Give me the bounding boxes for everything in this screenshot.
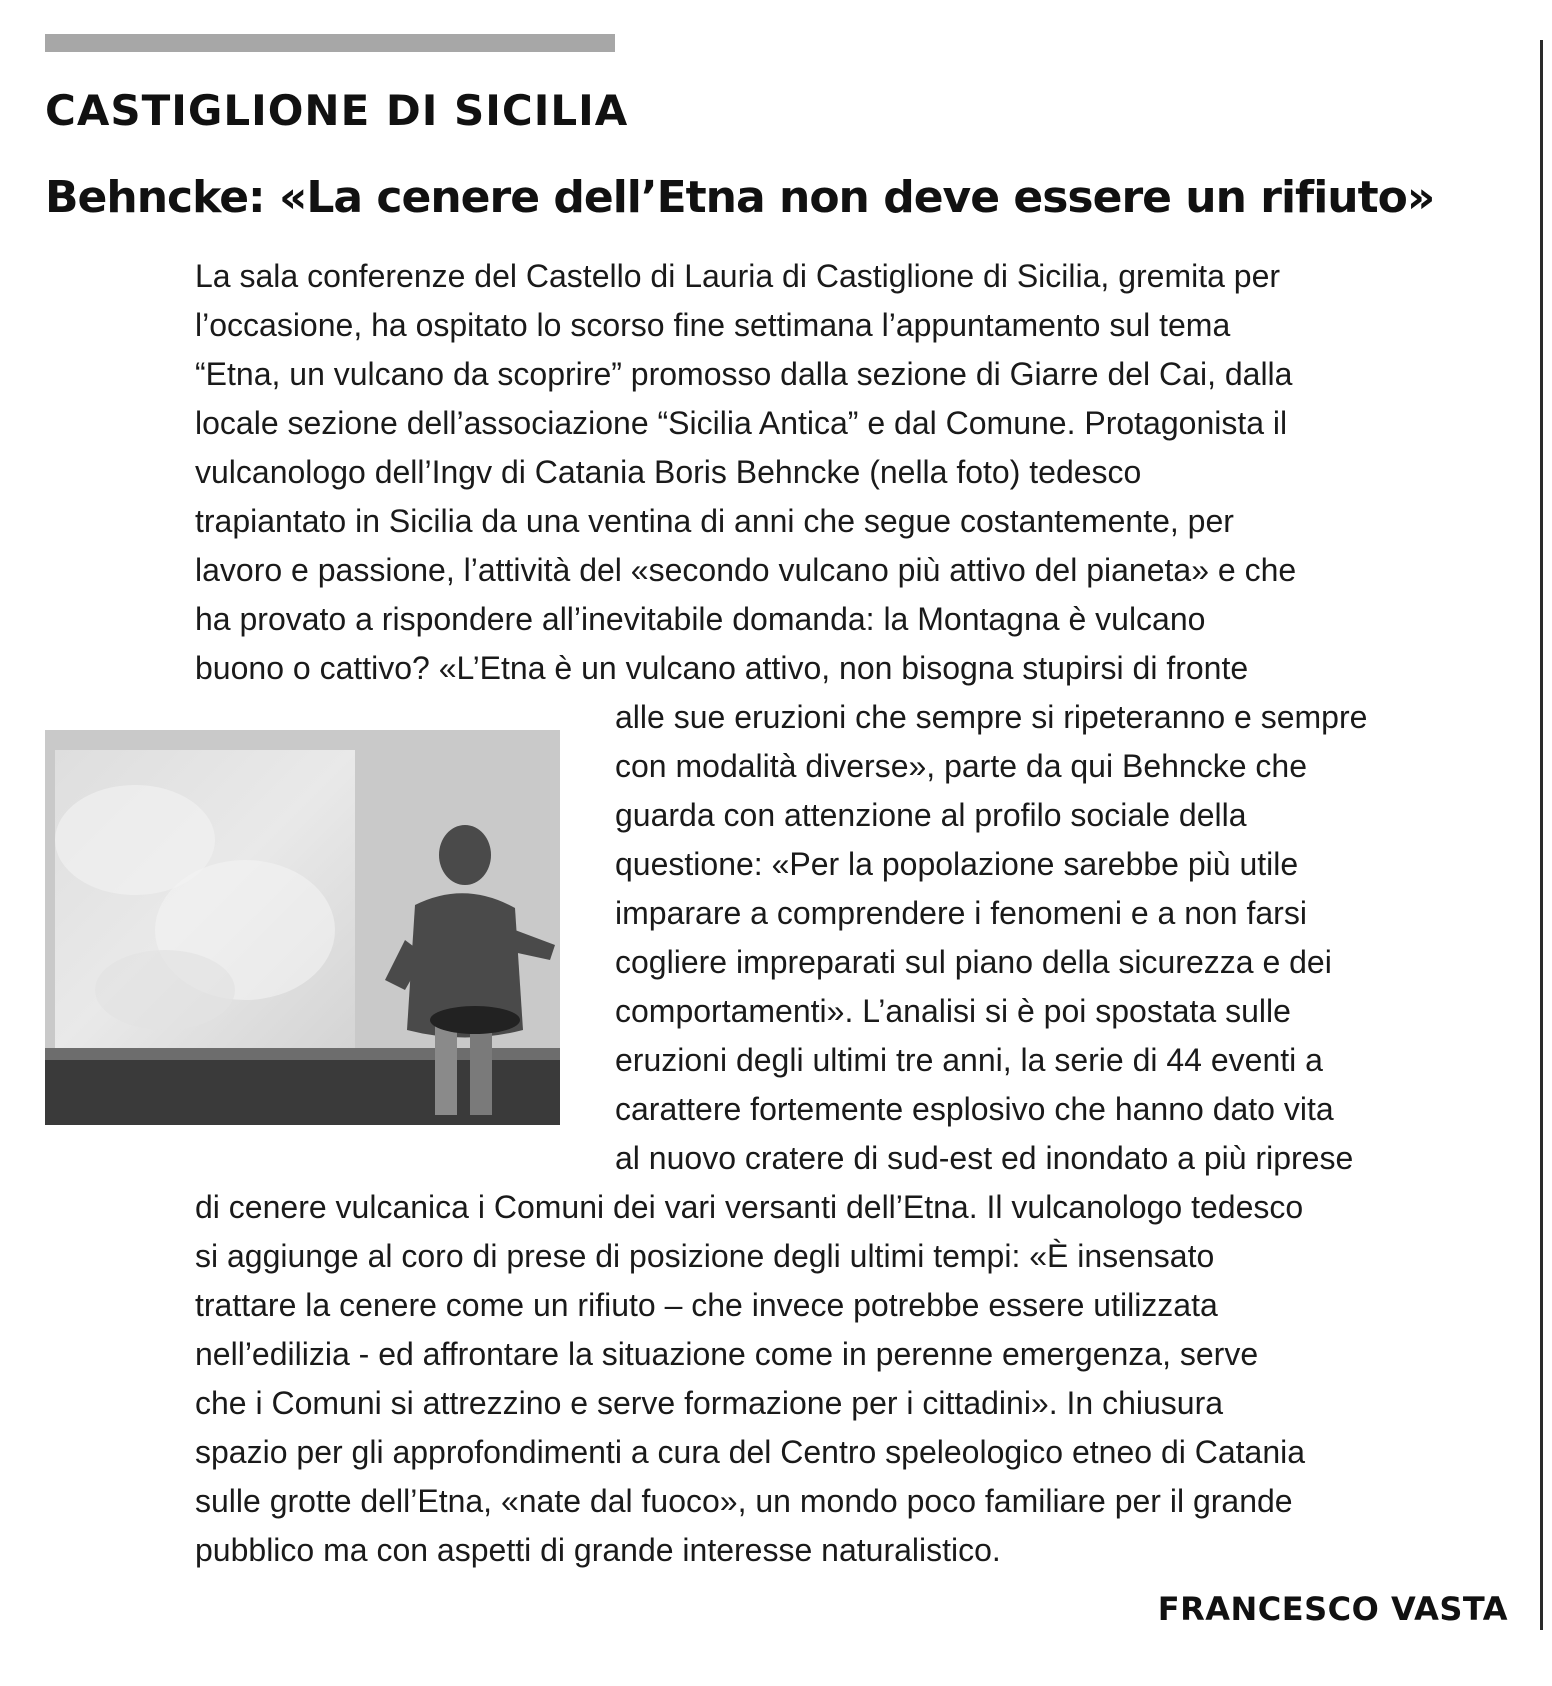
body-line: “Etna, un vulcano da scoprire” promosso dalla sezione di Giarre del Cai, dalla (195, 356, 1293, 392)
column-rule (1540, 40, 1543, 1630)
body-line: l’occasione, ha ospitato lo scorso fine settimana l’appuntamento sul tema (195, 307, 1231, 343)
body-line: pubblico ma con aspetti di grande interesse naturalistico. (195, 1532, 1001, 1568)
body-line: con modalità diverse», parte da qui Behncke che (615, 748, 1307, 784)
section-bar (45, 34, 615, 52)
body-line: questione: «Per la popolazione sarebbe più utile (615, 846, 1299, 882)
body-line: alle sue eruzioni che sempre si ripeteranno e sempre (615, 699, 1368, 735)
body-line: trattare la cenere come un rifiuto – che invece potrebbe essere utilizzata (195, 1287, 1218, 1323)
author-byline: FRANCESCO VASTA (1157, 1590, 1508, 1628)
body-line: si aggiunge al coro di prese di posizione degli ultimi tempi: «È insensato (195, 1238, 1215, 1274)
body-line: La sala conferenze del Castello di Lauria di Castiglione di Sicilia, gremita per (195, 258, 1281, 294)
body-line: di cenere vulcanica i Comuni dei vari versanti dell’Etna. Il vulcanologo tedesco (195, 1189, 1304, 1225)
body-line: comportamenti». L’analisi si è poi spostata sulle (615, 993, 1291, 1029)
body-line: cogliere impreparati sul piano della sicurezza e dei (615, 944, 1332, 980)
body-line: trapiantato in Sicilia da una ventina di anni che segue costantemente, per (195, 503, 1234, 539)
body-line: spazio per gli approfondimenti a cura del Centro speleologico etneo di Catania (195, 1434, 1306, 1470)
body-line: al nuovo cratere di sud-est ed inondato a più riprese (615, 1140, 1354, 1176)
body-line: guarda con attenzione al profilo sociale della (615, 797, 1247, 833)
body-line: lavoro e passione, l’attività del «secondo vulcano più attivo del pianeta» e che (195, 552, 1297, 588)
body-line: sulle grotte dell’Etna, «nate dal fuoco», un mondo poco familiare per il grande (195, 1483, 1293, 1519)
body-line: vulcanologo dell’Ingv di Catania Boris Behncke (nella foto) tedesco (195, 454, 1142, 490)
kicker-location: CASTIGLIONE DI SICILIA (45, 86, 629, 135)
body-line: nell’edilizia - ed affrontare la situazione come in perenne emergenza, serve (195, 1336, 1259, 1372)
body-line: che i Comuni si attrezzino e serve formazione per i cittadini». In chiusura (195, 1385, 1224, 1421)
article-body (195, 252, 1505, 1575)
body-line: locale sezione dell’associazione “Sicilia Antica” e dal Comune. Protagonista il (195, 405, 1288, 441)
article-headline: Behncke: «La cenere dell’Etna non deve essere un rifiuto» (45, 172, 1435, 223)
body-line: ha provato a rispondere all’inevitabile domanda: la Montagna è vulcano (195, 601, 1206, 637)
body-line: eruzioni degli ultimi tre anni, la serie di 44 eventi a (615, 1042, 1323, 1078)
body-line: imparare a comprendere i fenomeni e a non farsi (615, 895, 1307, 931)
body-line: buono o cattivo? «L’Etna è un vulcano attivo, non bisogna stupirsi di fronte (195, 650, 1249, 686)
body-line: carattere fortemente esplosivo che hanno dato vita (615, 1091, 1334, 1127)
